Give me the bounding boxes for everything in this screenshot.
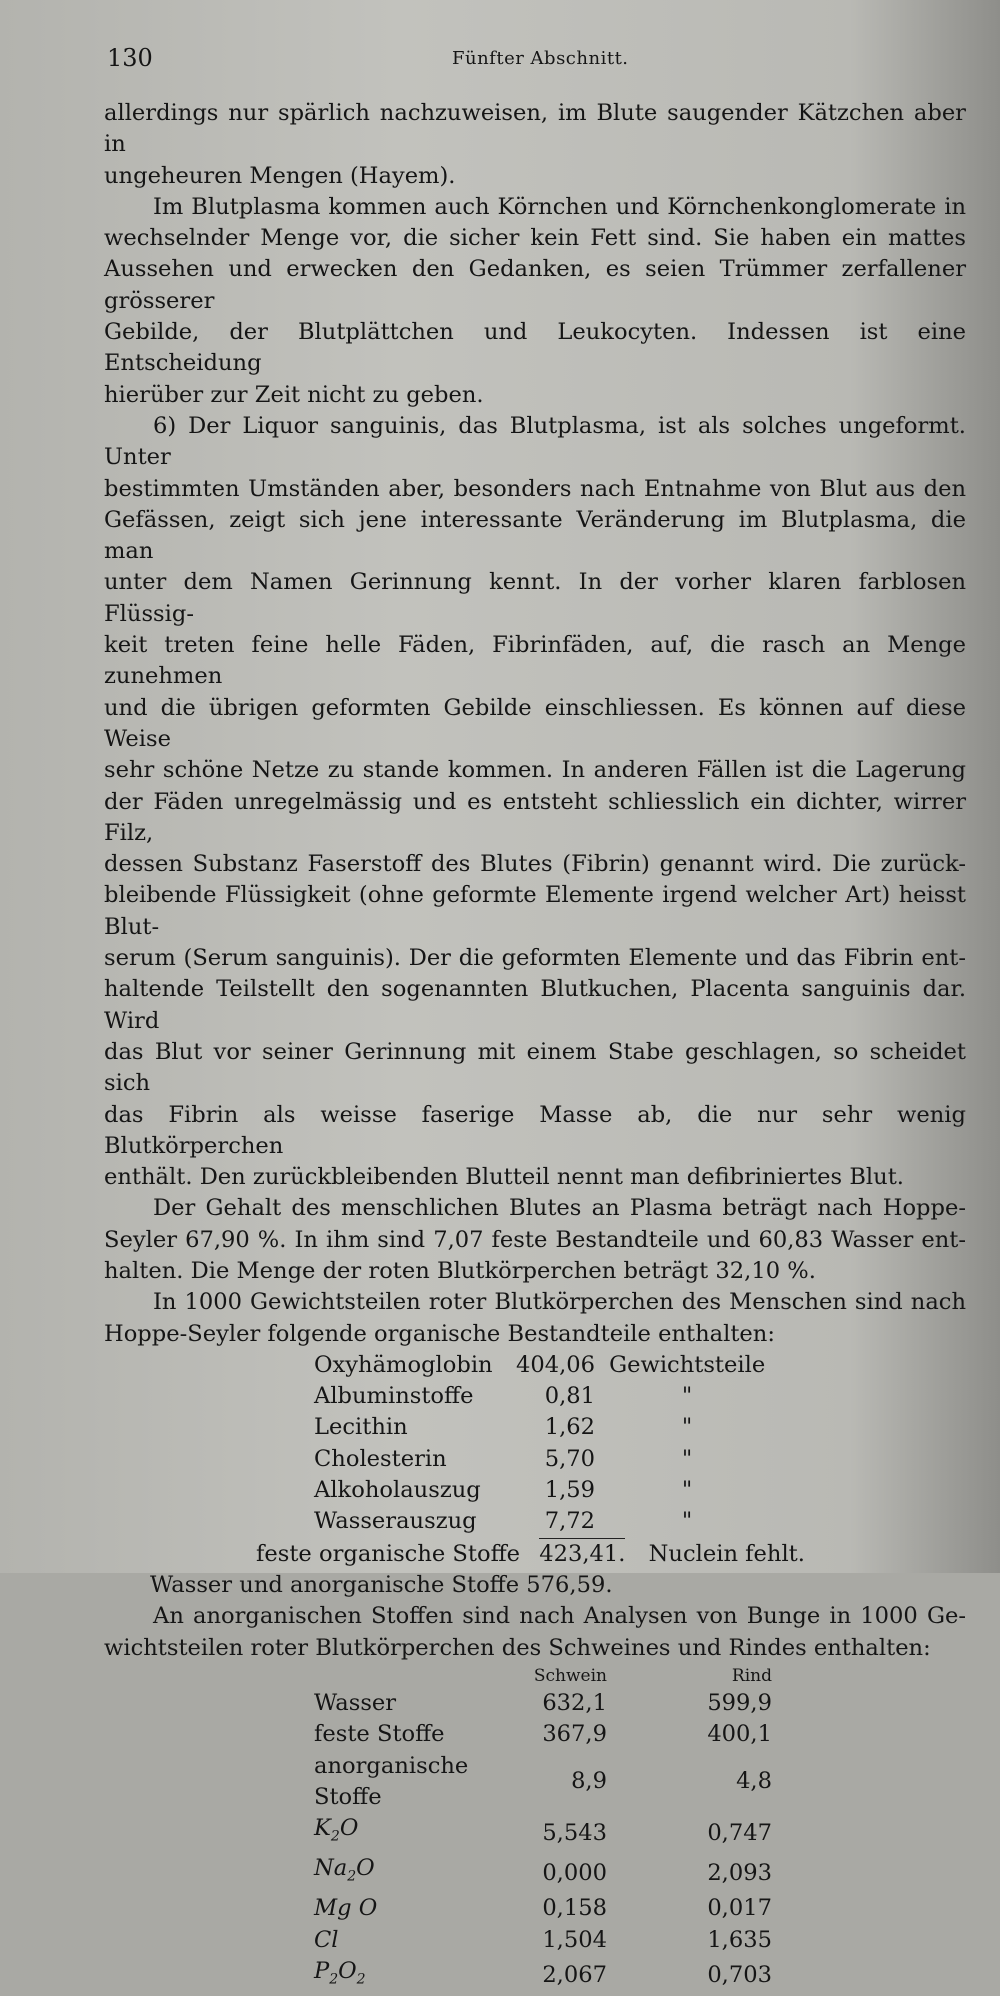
text-line: dessen Substanz Faserstoff des Blutes (Fibrin) genannt wird. Die zurück- <box>104 851 966 878</box>
formula-subscript: 2 <box>347 1868 357 1885</box>
text-line: wechselnder Menge vor, die sicher kein Fett sind. Sie haben ein mattes <box>104 225 966 252</box>
table-row <box>314 1350 765 1381</box>
schwein-value: 8,9 <box>571 1768 607 1795</box>
schwein-value: 1,504 <box>542 1926 607 1953</box>
text-line: haltende Teilstellt den sogenannten Blutkuchen, Placenta sanguinis dar. Wird <box>104 976 966 1034</box>
schwein-value: 0,158 <box>542 1895 607 1922</box>
text-line: bestimmten Umständen aber, besonders nach Entnahme von Blut aus den <box>104 475 966 502</box>
schwein-value: 367,9 <box>542 1721 607 1748</box>
table-row <box>314 1956 772 1996</box>
ditto-mark: " <box>681 1383 693 1410</box>
text-line: Gebilde, der Blutplättchen und Leukocyten. Indessen ist eine Entscheidung <box>104 319 966 377</box>
table-row <box>314 1475 765 1506</box>
schwein-value: 5,543 <box>542 1819 607 1846</box>
analysis-table <box>314 1664 772 1996</box>
rind-value: 4,8 <box>736 1768 772 1795</box>
component-unit: Gewichtsteile <box>609 1351 766 1378</box>
formula-part: O <box>356 1855 375 1882</box>
table-header-row <box>314 1664 772 1688</box>
formula-p2o2 <box>314 1956 522 1996</box>
formula-part: O <box>339 1815 359 1842</box>
formula-part: O <box>338 1958 357 1985</box>
rind-value: 599,9 <box>707 1689 772 1716</box>
rind-value: 1,635 <box>707 1926 772 1953</box>
ditto-mark: " <box>681 1477 693 1504</box>
table-row <box>314 1381 765 1412</box>
page-header <box>107 44 940 80</box>
text-line: Aussehen und erwecken den Gedanken, es seien Trümmer zerfallener grösserer <box>104 256 966 314</box>
text-line: halten. Die Menge der roten Blutkörperchen beträgt 32,10 %. <box>104 1257 816 1284</box>
table-row <box>314 1444 765 1475</box>
text-line: enthält. Den zurückbleibenden Blutteil nennt man defibriniertes Blut. <box>104 1164 904 1191</box>
text-line: wichtsteilen roter Blutkörperchen des Schweines und Rindes enthalten: <box>104 1634 931 1661</box>
rind-value: 400,1 <box>707 1721 772 1748</box>
text-line: ungeheuren Mengen (Hayem). <box>104 162 456 189</box>
component-name: Cholesterin <box>314 1445 447 1472</box>
water-line <box>150 1570 966 1601</box>
text-line: der Fäden unregelmässig und es entsteht schliesslich ein dichter, wirrer Filz, <box>104 788 966 846</box>
sum-line <box>256 1538 966 1570</box>
text-line: Gefässen, zeigt sich jene interessante Veränderung im Blutplasma, die man <box>104 506 966 565</box>
text-line: und die übrigen geformten Gebilde einschliessen. Es können auf diese Weise <box>104 694 966 752</box>
text-line: unter dem Namen Gerinnung kennt. In der vorher klaren farblosen Flüssig- <box>104 569 966 627</box>
table-row <box>314 1506 765 1537</box>
text-line: Im Blutplasma kommen auch Körnchen und Körnchenkonglomerate in <box>153 193 966 220</box>
text-line: sehr schöne Netze zu stande kommen. In anderen Fällen ist die Lagerung <box>104 757 966 784</box>
formula-cl: Cl <box>314 1926 339 1953</box>
column-header-schwein: Schwein <box>533 1665 607 1686</box>
component-value: 7,72 <box>544 1508 596 1535</box>
formula-part: P <box>314 1958 330 1985</box>
ditto-mark: " <box>681 1445 693 1472</box>
text-line: Seyler 67,90 %. In ihm sind 7,07 feste Bestandteile und 60,83 Wasser ent- <box>104 1226 966 1253</box>
component-name: Oxyhämoglobin <box>314 1351 493 1378</box>
text-line: An anorganischen Stoffen sind nach Analysen von Bunge in 1000 Ge- <box>153 1603 966 1630</box>
component-value: 1,59 <box>544 1477 596 1504</box>
water-value: 576,59. <box>526 1571 613 1598</box>
text-line: keit treten feine helle Fäden, Fibrinfäden, auf, die rasch an Menge zunehmen <box>104 632 966 690</box>
component-value: 0,81 <box>544 1383 596 1410</box>
text-line: 6) Der Liquor sanguinis, das Blutplasma, ist als solches ungeformt. Unter <box>104 412 966 471</box>
rind-value: 0,747 <box>707 1819 772 1846</box>
rind-value: 0,703 <box>707 1962 772 1989</box>
component-value: 404,06 <box>516 1351 596 1378</box>
sum-value: 423,41. <box>539 1538 625 1570</box>
formula-na2o <box>314 1853 522 1893</box>
ditto-mark: " <box>681 1508 693 1535</box>
table-row <box>314 1688 772 1719</box>
body-text <box>104 98 966 1996</box>
formula-part: K <box>314 1815 331 1842</box>
schwein-value: 632,1 <box>542 1689 607 1716</box>
schwein-value: 2,067 <box>542 1962 607 1989</box>
component-name: Alkoholauszug <box>314 1477 481 1504</box>
component-name: Lecithin <box>314 1414 408 1441</box>
row-label: Wasser <box>314 1689 397 1716</box>
text-line: serum (Serum sanguinis). Der die geformten Elemente und das Fibrin ent- <box>104 945 966 972</box>
text-line: In 1000 Gewichtsteilen roter Blutkörperchen des Menschen sind nach <box>153 1289 966 1316</box>
formula-part: Na <box>314 1855 348 1882</box>
sum-label: feste organische Stoffe <box>256 1540 521 1567</box>
row-label: anorganische Stoffe <box>314 1752 469 1811</box>
table-row <box>314 1813 772 1853</box>
composition-table <box>314 1350 765 1538</box>
formula-k2o <box>314 1813 522 1853</box>
row-label: feste Stoffe <box>314 1721 445 1748</box>
component-name: Albuminstoffe <box>314 1383 474 1410</box>
rind-value: 0,017 <box>707 1895 772 1922</box>
table-row <box>314 1719 772 1750</box>
text-line: Hoppe-Seyler folgende organische Bestandteile enthalten: <box>104 1320 775 1347</box>
component-name: Wasserauszug <box>314 1508 477 1535</box>
table-row <box>314 1751 772 1814</box>
text-line: Der Gehalt des menschlichen Blutes an Plasma beträgt nach Hoppe- <box>153 1195 966 1222</box>
rind-value: 2,093 <box>707 1859 772 1886</box>
formula-mgo: Mg O <box>314 1895 378 1922</box>
sum-note: Nuclein fehlt. <box>648 1540 805 1567</box>
running-title: Fünfter Abschnitt. <box>452 48 629 69</box>
text-line: allerdings nur spärlich nachzuweisen, im Blute saugender Kätzchen aber in <box>104 100 966 158</box>
water-label: Wasser und anorganische Stoffe <box>150 1571 520 1598</box>
table-row <box>314 1853 772 1893</box>
table-row <box>314 1893 772 1924</box>
table-row <box>314 1925 772 1956</box>
formula-subscript: 2 <box>329 1971 339 1988</box>
formula-subscript: 2 <box>330 1828 340 1845</box>
page-number: 130 <box>107 44 153 72</box>
table-row <box>314 1412 765 1443</box>
ditto-mark: " <box>681 1414 693 1441</box>
column-header-rind: Rind <box>731 1665 772 1686</box>
component-value: 5,70 <box>544 1445 596 1472</box>
text-line: das Blut vor seiner Gerinnung mit einem Stabe geschlagen, so scheidet sich <box>104 1038 966 1097</box>
component-value: 1,62 <box>544 1414 596 1441</box>
text-line: bleibende Flüssigkeit (ohne geformte Elemente irgend welcher Art) heisst Blut- <box>104 882 966 940</box>
text-line: hierüber zur Zeit nicht zu geben. <box>104 381 484 408</box>
schwein-value: 0,000 <box>542 1859 607 1886</box>
text-line: das Fibrin als weisse faserige Masse ab, die nur sehr wenig Blutkörperchen <box>104 1101 966 1159</box>
formula-subscript: 2 <box>356 1971 366 1988</box>
